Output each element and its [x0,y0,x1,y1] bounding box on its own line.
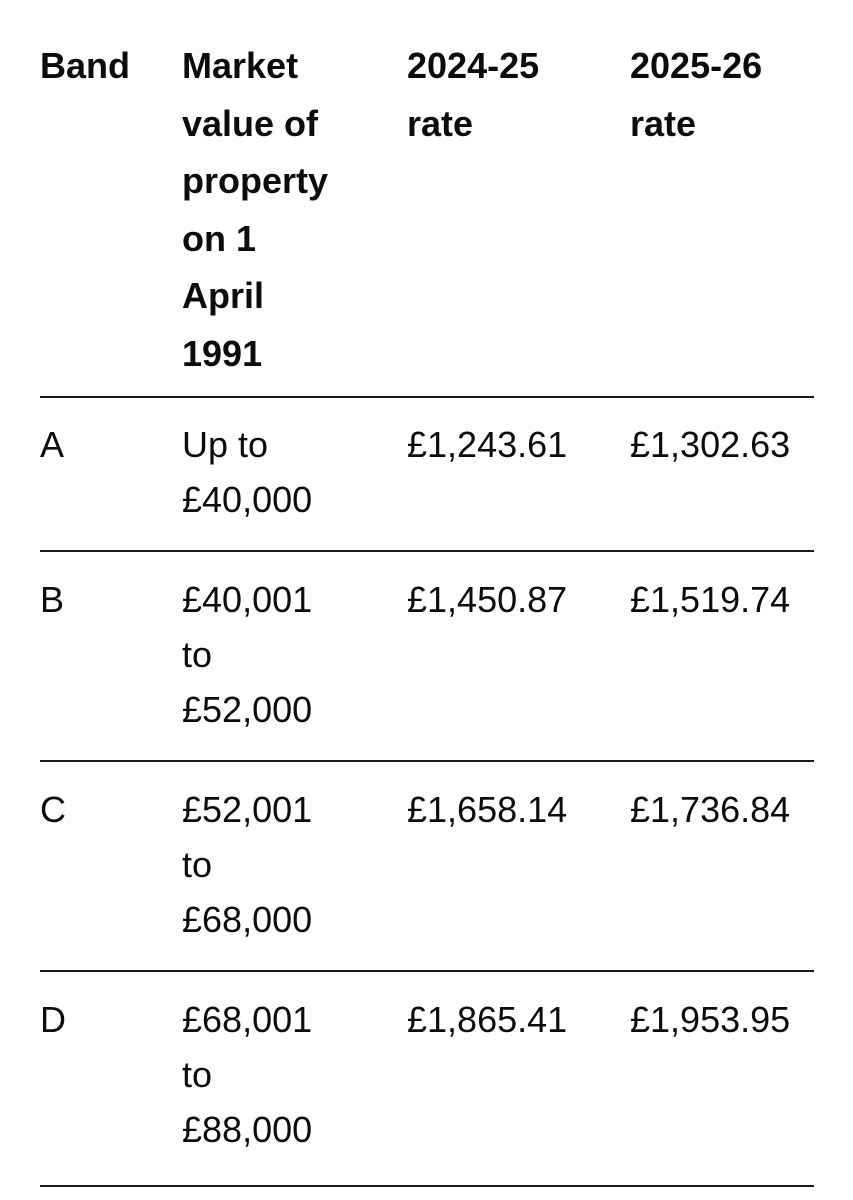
header-market-value-line: Market [182,45,299,86]
market-value-line: £40,001 [182,579,313,620]
market-value-cell [182,572,382,737]
header-market-value-line: on 1 [182,217,257,259]
band-cell: C [40,789,66,830]
market-value-cell [182,417,382,527]
market-value-line: £40,000 [182,479,313,520]
market-value-line: to [182,634,213,675]
header-market-value-line: April [182,275,265,316]
header-rate-line: 2024-25 [407,45,540,86]
rate-2024-25-cell: £1,658.14 [407,789,568,830]
market-value-cell [182,782,382,947]
market-value-cell [182,992,382,1157]
rate-2024-25-cell: £1,450.87 [407,579,568,620]
market-value-line: £52,001 [182,789,313,830]
table-body-cells [40,0,814,1200]
rate-2025-26-cell: £1,736.84 [630,789,791,830]
header-market-value-line: property [182,160,329,201]
market-value-line: £68,000 [182,899,313,940]
rate-2024-25-cell: £1,865.41 [407,999,568,1040]
rate-2025-26-cell: £1,302.63 [630,424,791,465]
rate-2024-25-cell: £1,243.61 [407,424,568,465]
market-value-line: to [182,1054,213,1095]
rate-2025-26-cell: £1,519.74 [630,579,791,620]
band-cell: D [40,999,66,1040]
band-cell: A [40,424,65,465]
header-rate-line: rate [407,102,474,144]
market-value-line: £88,000 [182,1109,313,1150]
market-value-line: Up to [182,424,269,465]
header-market-value-line: 1991 [182,332,263,374]
market-value-line: £68,001 [182,999,313,1040]
header-rate-line: rate [630,102,697,144]
header-market-value-line: value of [182,102,319,144]
band-cell: B [40,579,65,620]
rate-2025-26-cell: £1,953.95 [630,999,791,1040]
market-value-line: £52,000 [182,689,313,730]
market-value-line: to [182,844,213,885]
header-band: Band [40,45,130,86]
header-rate-line: 2025-26 [630,45,763,86]
